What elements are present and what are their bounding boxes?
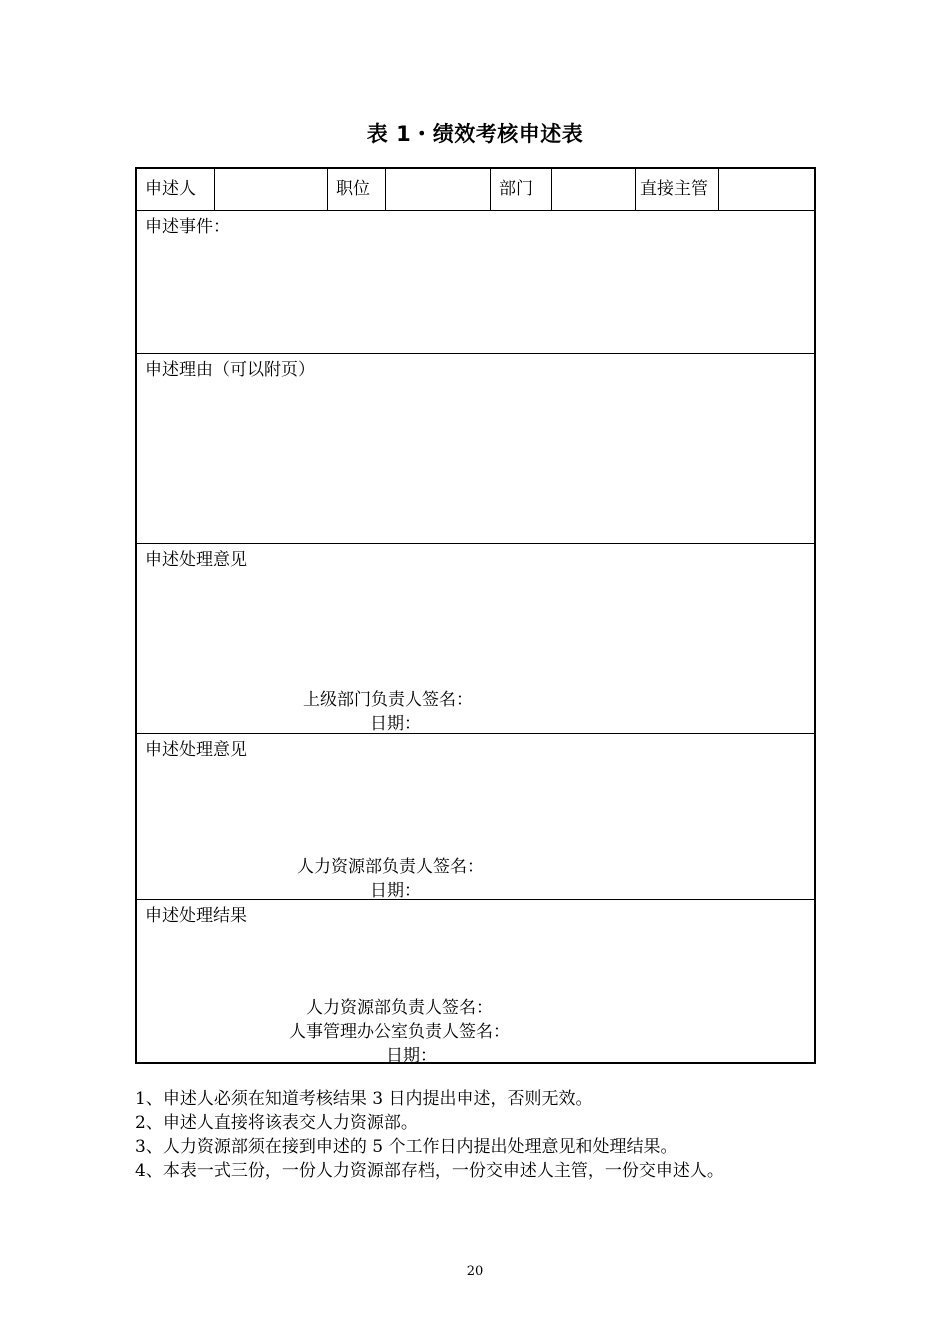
note-item: 2、申述人直接将该表交人力资源部。 bbox=[135, 1113, 418, 1133]
result-hr-signature-label: 人力资源部负责人签名： bbox=[306, 998, 493, 1018]
event-label: 申述事件： bbox=[145, 217, 230, 237]
superior-date-label: 日期： bbox=[370, 714, 421, 734]
hr-date-label: 日期： bbox=[370, 881, 421, 901]
hr-signature-label: 人力资源部负责人签名： bbox=[297, 857, 484, 877]
note-item: 1、申述人必须在知道考核结果 3 日内提出申述，否则无效。 bbox=[135, 1089, 593, 1109]
page-number: 20 bbox=[466, 1264, 484, 1279]
appellant-label: 申述人 bbox=[145, 179, 196, 199]
appeal-form-table bbox=[135, 167, 816, 1064]
department-field[interactable] bbox=[551, 169, 635, 210]
appellant-field[interactable] bbox=[214, 169, 327, 210]
supervisor-label: 直接主管 bbox=[635, 169, 718, 210]
superior-opinion-label: 申述处理意见 bbox=[145, 550, 247, 570]
result-section[interactable] bbox=[137, 899, 814, 1064]
hr-opinion-label: 申述处理意见 bbox=[145, 740, 247, 760]
department-label: 部门 bbox=[490, 169, 551, 210]
header-row bbox=[137, 169, 814, 210]
event-section[interactable] bbox=[137, 210, 814, 353]
position-field[interactable] bbox=[385, 169, 490, 210]
reason-label: 申述理由（可以附页） bbox=[145, 360, 315, 380]
note-item: 4、本表一式三份，一份人力资源部存档，一份交申述人主管，一份交申述人。 bbox=[135, 1161, 724, 1181]
supervisor-field[interactable] bbox=[718, 169, 816, 210]
reason-section[interactable] bbox=[137, 353, 814, 543]
result-label: 申述处理结果 bbox=[145, 906, 247, 926]
notes-list bbox=[135, 1087, 724, 1183]
note-item: 3、人力资源部须在接到申述的 5 个工作日内提出处理意见和处理结果。 bbox=[135, 1137, 678, 1157]
form-title: 表 1・绩效考核申述表 bbox=[366, 122, 584, 146]
result-office-signature-label: 人事管理办公室负责人签名： bbox=[289, 1022, 510, 1042]
position-label: 职位 bbox=[327, 169, 385, 210]
hr-opinion-section[interactable] bbox=[137, 733, 814, 899]
superior-opinion-section[interactable] bbox=[137, 543, 814, 733]
result-date-label: 日期： bbox=[386, 1046, 437, 1066]
superior-signature-label: 上级部门负责人签名： bbox=[303, 690, 473, 710]
